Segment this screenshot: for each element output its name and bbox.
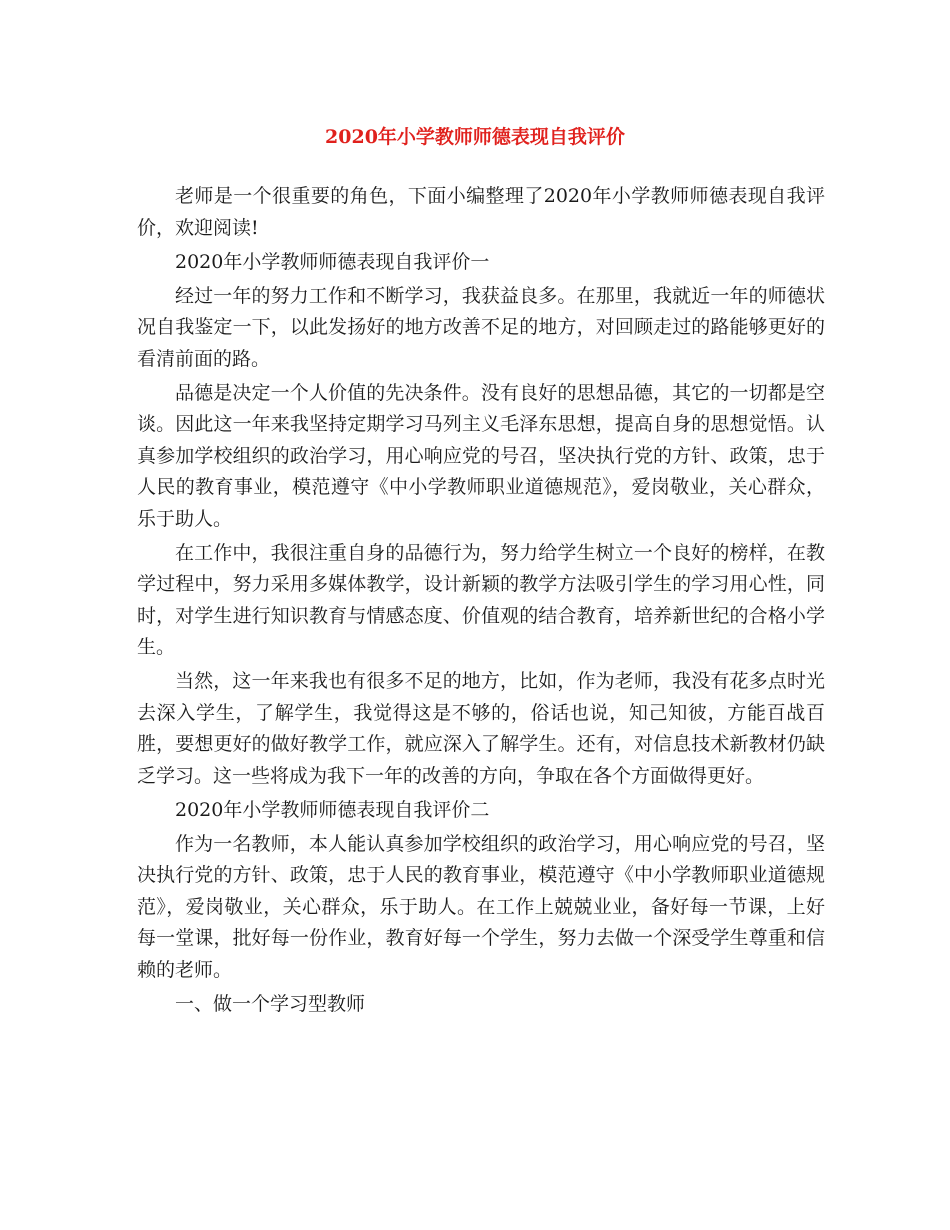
section-heading-two: 2020年小学教师师德表现自我评价二 xyxy=(175,798,490,821)
subsection-heading: 一、做一个学习型教师 xyxy=(175,992,366,1015)
body-paragraph: 作为一名教师，本人能认真参加学校组织的政治学习，用心响应党的号召，坚决执行党的方针、政策，忠于人民的教育事业，模范遵守《中小学教师职业道德规范》，爱岗敬业，关心群众，乐于助人。在工作上兢兢业业，备好每一节课，上好每一堂课，批好每一份作业，教育好每一个学生，努力去做一个深受学生尊重和信赖的老师。 xyxy=(137,832,825,981)
document-body xyxy=(137,181,825,1023)
intro-paragraph: 老师是一个很重要的角色，下面小编整理了2020年小学教师师德表现自我评价，欢迎阅读! xyxy=(137,185,825,239)
body-paragraph: 品德是决定一个人价值的先决条件。没有良好的思想品德，其它的一切都是空谈。因此这一年来我坚持定期学习马列主义毛泽东思想，提高自身的思想觉悟。认真参加学校组织的政治学习，用心响应党的号召，坚决执行党的方针、政策，忠于人民的教育事业，模范遵守《中小学教师职业道德规范》，爱岗敬业，关心群众，乐于助人。 xyxy=(137,381,825,530)
document-title: 2020年小学教师师德表现自我评价 xyxy=(325,126,625,148)
body-paragraph: 在工作中，我很注重自身的品德行为，努力给学生树立一个良好的榜样，在教学过程中，努力采用多媒体教学，设计新颖的教学方法吸引学生的学习用心性，同时，对学生进行知识教育与情感态度、价值观的结合教育，培养新世纪的合格小学生。 xyxy=(137,541,825,658)
body-paragraph: 经过一年的努力工作和不断学习，我获益良多。在那里，我就近一年的师德状况自我鉴定一下，以此发扬好的地方改善不足的地方，对回顾走过的路能够更好的看清前面的路。 xyxy=(137,284,825,370)
section-heading-one: 2020年小学教师师德表现自我评价一 xyxy=(175,250,490,273)
body-paragraph: 当然，这一年来我也有很多不足的地方，比如，作为老师，我没有花多点时光去深入学生，了解学生，我觉得这是不够的，俗话也说，知己知彼，方能百战百胜，要想更好的做好教学工作，就应深入了解学生。还有，对信息技术新教材仍缺乏学习。这一些将成为我下一年的改善的方向，争取在各个方面做得更好。 xyxy=(137,670,825,787)
